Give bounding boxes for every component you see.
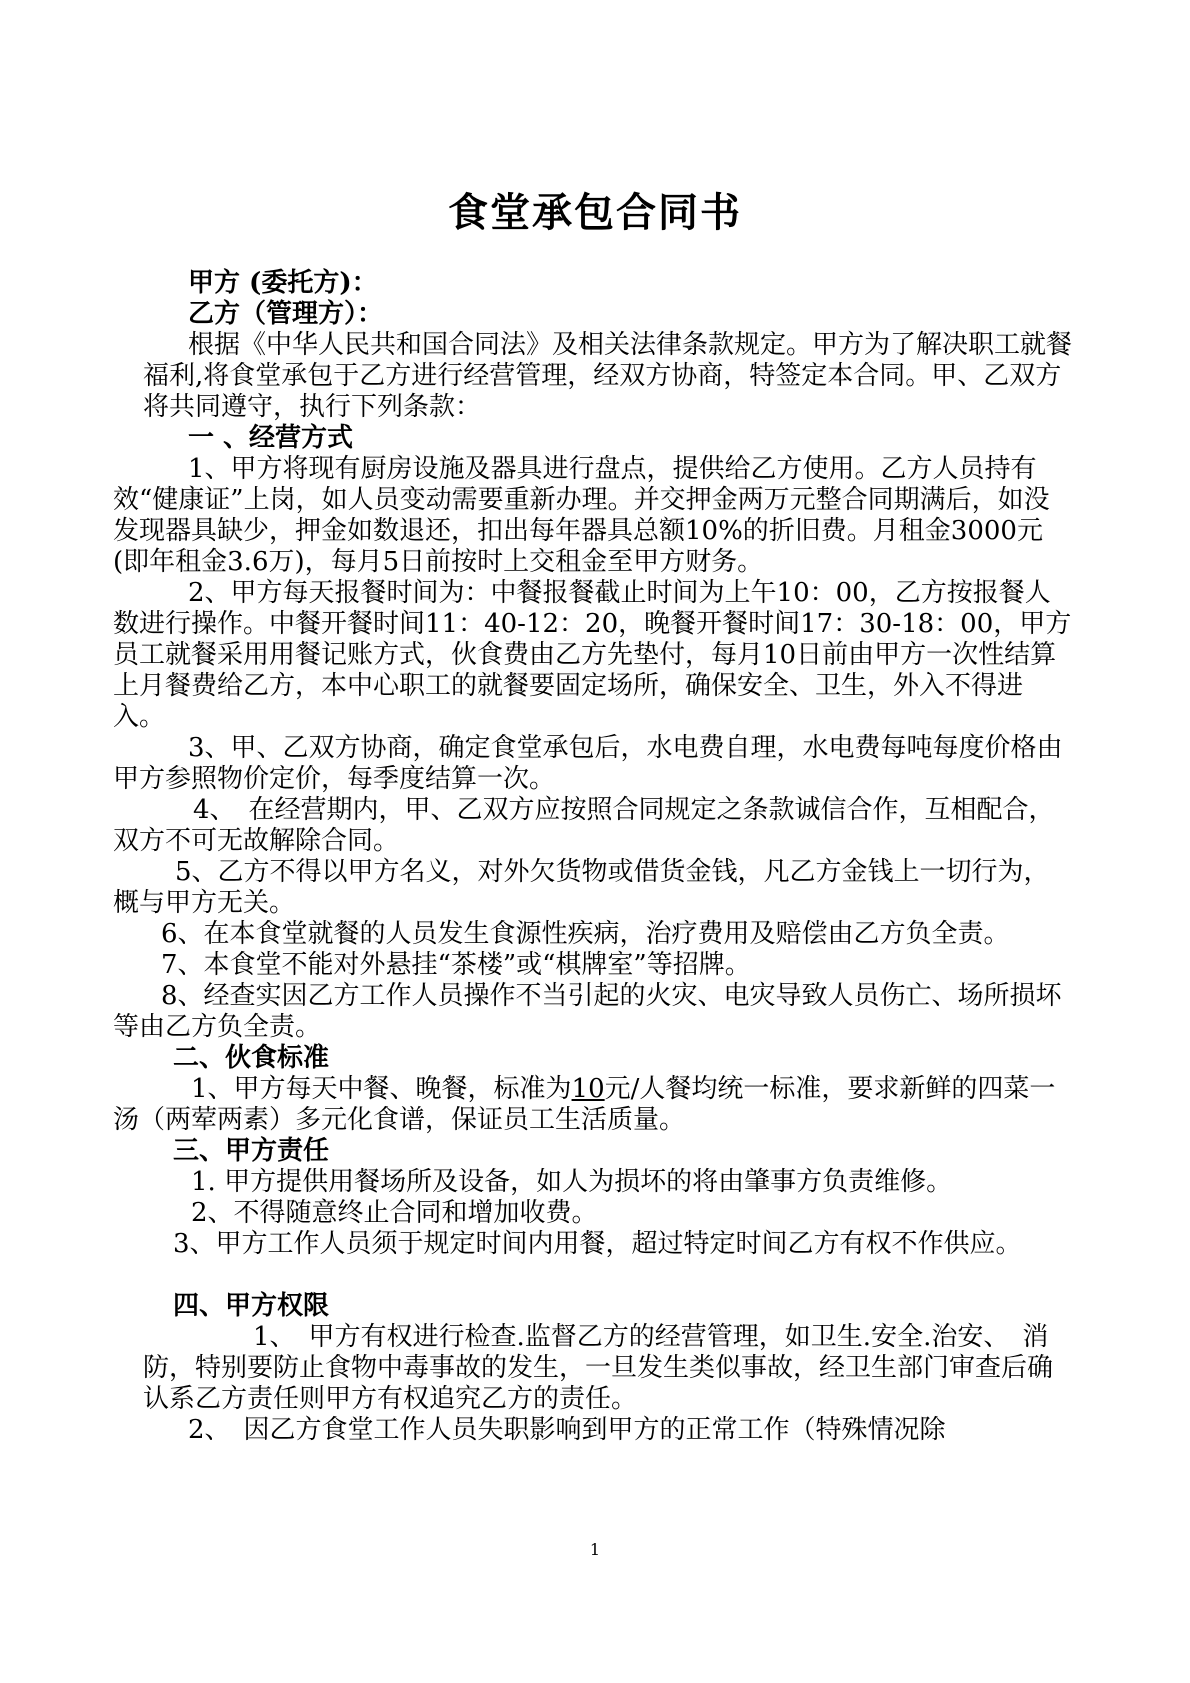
section-3-item: 1. 甲方提供用餐场所及设备，如人为损坏的将由肇事方负责维修。 — [191, 1167, 953, 1197]
section-1-item: 1、甲方将现有厨房设施及器具进行盘点，提供给乙方使用。乙方人员持有效“健康证”上岗，如人员变动需要重新办理。并交押金两万元整合同期满后，如没发现器具缺少，押金如数退还，扣出每年器具总额10%的折旧费。月租金3000元(即年租金3.6万)，每月5日前按时上交租金至甲方财务。 — [113, 454, 1050, 577]
document-title: 食堂承包合同书 — [448, 189, 742, 236]
section-1-heading: 一 、经营方式 — [188, 423, 354, 453]
section-1-item: 3、甲、乙双方协商，确定食堂承包后，水电费自理，水电费每吨每度价格由甲方参照物价定价，每季度结算一次。 — [113, 733, 1063, 794]
intro-paragraph: 根据《中华人民共和国合同法》及相关法律条款规定。甲方为了解决职工就餐福利,将食堂承包于乙方进行经营管理，经双方协商，特签定本合同。甲、乙双方将共同遵守，执行下列条款： — [143, 330, 1073, 422]
section-2-item-post: 元/人餐均统一标准，要求新鲜的四菜一汤（两荤两素）多元化食谱，保证员工生活质量。 — [113, 1074, 1056, 1135]
section-1-item: 8、经查实因乙方工作人员操作不当引起的火灾、电灾导致人员伤亡、场所损坏等由乙方负全责。 — [113, 981, 1062, 1042]
section-3-item: 3、甲方工作人员须于规定时间内用餐，超过特定时间乙方有权不作供应。 — [173, 1229, 1022, 1259]
meal-standard-amount: 10 — [571, 1074, 605, 1104]
section-2-item — [113, 1074, 1073, 1136]
section-1-item: 6、在本食堂就餐的人员发生食源性疾病，治疗费用及赔偿由乙方负全责。 — [161, 919, 1010, 949]
section-2-item-pre: 1、甲方每天中餐、晚餐，标准为 — [191, 1074, 572, 1104]
document-body — [113, 268, 1073, 1446]
party-b-line: 乙方（管理方）： — [188, 299, 384, 329]
section-4-item: 2、 因乙方食堂工作人员失职影响到甲方的正常工作（特殊情况除 — [188, 1415, 946, 1445]
section-1-item: 5、乙方不得以甲方名义，对外欠货物或借货金钱，凡乙方金钱上一切行为，概与甲方无关。 — [113, 857, 1050, 918]
section-3-heading: 三、甲方责任 — [173, 1136, 330, 1166]
section-3-item: 2、不得随意终止合同和增加收费。 — [191, 1198, 598, 1228]
party-a-line: 甲方 (委托方)： — [188, 268, 378, 298]
page-number: 1 — [589, 1540, 601, 1559]
section-1-item: 4、 在经营期内，甲、乙双方应按照合同规定之条款诚信合作，互相配合，双方不可无故解除合同。 — [113, 795, 1055, 856]
section-4-heading: 四、甲方权限 — [173, 1291, 330, 1321]
section-1-item: 7、本食堂不能对外悬挂“茶楼”或“棋牌室”等招牌。 — [161, 950, 751, 980]
section-2-heading: 二、伙食标准 — [173, 1043, 330, 1073]
section-1-item: 2、甲方每天报餐时间为：中餐报餐截止时间为上午10：00，乙方按报餐人数进行操作。中餐开餐时间11：40-12：20，晚餐开餐时间17：30-18：00，甲方员工就餐采用用餐记账方式，伙食费由乙方先垫付，每月10日前由甲方一次性结算上月餐费给乙方，本中心职工的就餐要固定场所，确保安全、卫生，外入不得进入。 — [113, 578, 1072, 732]
section-4-item: 1、 甲方有权进行检查.监督乙方的经营管理，如卫生.安全.治安、 消防，特别要防止食物中毒事故的发生，一旦发生类似事故，经卫生部门审查后确认系乙方责任则甲方有权追究乙方的责任。 — [143, 1322, 1054, 1414]
